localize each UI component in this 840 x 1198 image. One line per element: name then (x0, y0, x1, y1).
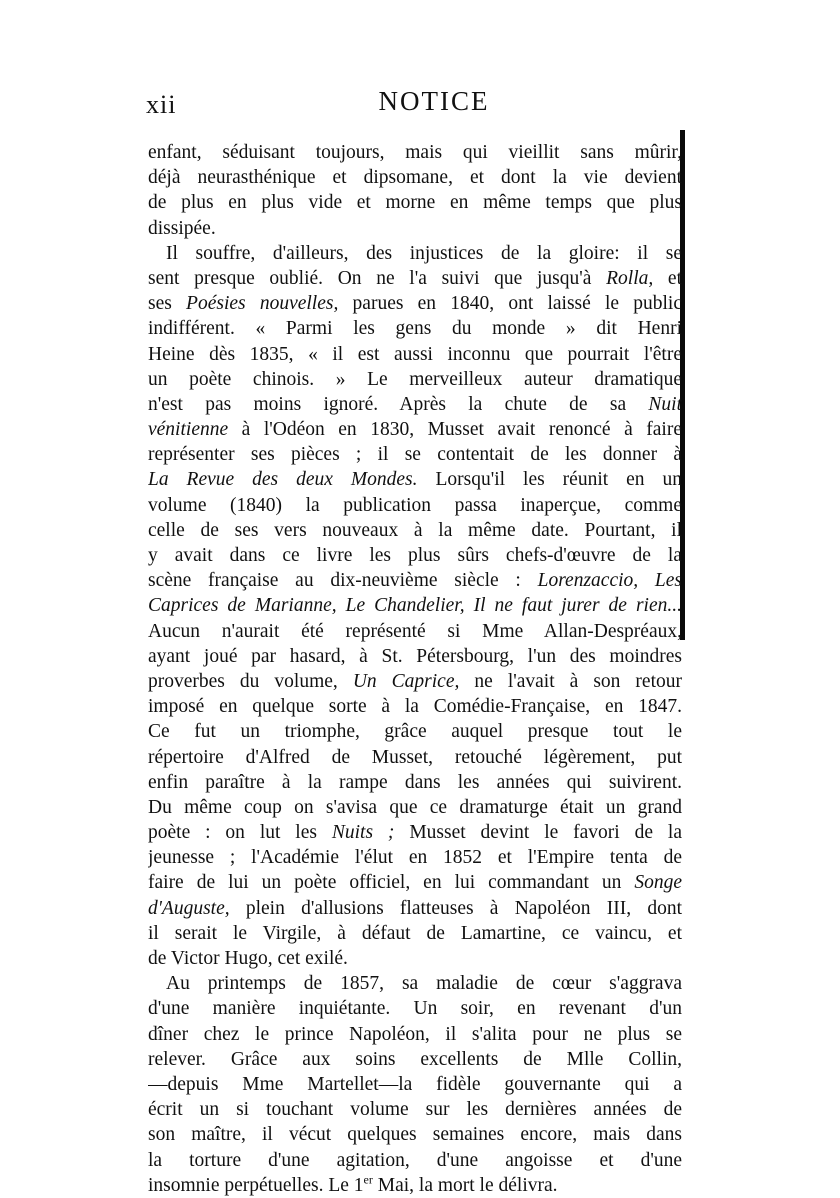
text-line: n'est pas moins ignoré. Après la chute de sa Nuit (148, 393, 682, 415)
running-head (146, 86, 682, 120)
text-line: il serait le Virgile, à défaut de Lamartine, ce vaincu, et (148, 922, 682, 944)
text-line: indifférent. « Parmi les gens du monde » dit Henri (148, 318, 682, 340)
text-line: son maître, il vécut quelques semaines encore, mais dans (148, 1124, 682, 1146)
page-number: xii (146, 90, 177, 119)
text-line: Aucun n'aurait été représenté si Mme Allan-Despréaux, (148, 620, 682, 642)
text-line: vénitienne à l'Odéon en 1830, Musset avait renoncé à faire (148, 419, 682, 441)
text-line: enfant, séduisant toujours, mais qui vieillit sans mûrir, (148, 142, 682, 163)
text-line: faire de lui un poète officiel, en lui commandant un Songe (148, 872, 682, 894)
text-line: d'une manière inquiétante. Un soir, en revenant d'un (148, 998, 682, 1020)
text-line: représenter ses pièces ; il se contentait de les donner à (148, 444, 682, 466)
text-line: écrit un si touchant volume sur les dernières années de (148, 1099, 682, 1121)
text-line: sent presque oublié. On ne l'a suivi que jusqu'à Rolla, et (148, 267, 682, 289)
text-line: répertoire d'Alfred de Musset, retouché légèrement, put (148, 746, 682, 768)
text-line: Du même coup on s'avisa que ce dramaturge était un grand (148, 796, 682, 818)
text-line: dîner chez le prince Napoléon, il s'alita pour ne plus se (148, 1023, 682, 1045)
text-line: Au printemps de 1857, sa maladie de cœur s'aggrava (166, 973, 682, 995)
text-line: —depuis Mme Martellet—la fidèle gouvernante qui a (148, 1073, 682, 1095)
text-line: Caprices de Marianne, Le Chandelier, Il ne faut jurer de rien... (148, 595, 682, 617)
text-line: un poète chinois. » Le merveilleux auteur dramatique (148, 368, 682, 390)
text-line: imposé en quelque sorte à la Comédie-Française, en 1847. (148, 696, 682, 718)
text-line: proverbes du volume, Un Caprice, ne l'avait à son retour (148, 670, 682, 692)
text-line: ses Poésies nouvelles, parues en 1840, ont laissé le public (148, 293, 682, 315)
body-text (148, 140, 682, 1198)
text-line: enfin paraître à la rampe dans les années qui suivirent. (148, 771, 682, 793)
text-line: celle de ses vers nouveaux à la même date. Pourtant, il (148, 519, 682, 541)
text-line: volume (1840) la publication passa inaperçue, comme (148, 494, 682, 516)
text-line: déjà neurasthénique et dipsomane, et dont la vie devient (148, 167, 682, 189)
text-line: jeunesse ; l'Académie l'élut en 1852 et l'Empire tenta de (148, 847, 682, 869)
text-line: de plus en plus vide et morne en même temps que plus (148, 192, 682, 214)
text-line: relever. Grâce aux soins excellents de Mlle Collin, (148, 1048, 682, 1070)
text-line: Ce fut un triomphe, grâce auquel presque tout le (148, 721, 682, 743)
page-title: NOTICE (378, 86, 490, 116)
text-line: Il souffre, d'ailleurs, des injustices de la gloire: il se (166, 242, 682, 264)
text-line: Heine dès 1835, « il est aussi inconnu que pourrait l'être (148, 343, 682, 365)
text-line: y avait dans ce livre les plus sûrs chefs-d'œuvre de la (148, 545, 682, 566)
text-line: scène française au dix-neuvième siècle : Lorenzaccio, Les (148, 570, 682, 592)
text-line: insomnie perpétuelles. Le 1er Mai, la mort le délivra. (148, 1172, 558, 1196)
text-line: d'Auguste, plein d'allusions flatteuses à Napoléon III, dont (148, 897, 682, 919)
text-line: de Victor Hugo, cet exilé. (148, 948, 348, 969)
text-line: dissipée. (148, 217, 216, 239)
text-line: La Revue des deux Mondes. Lorsqu'il les réunit en un (148, 469, 682, 491)
text-line: poète : on lut les Nuits ; Musset devint le favori de la (148, 822, 682, 844)
text-line: la torture d'une agitation, d'une angoisse et d'une (148, 1149, 682, 1171)
text-line: ayant joué par hasard, à St. Pétersbourg, l'un des moindres (148, 645, 682, 667)
